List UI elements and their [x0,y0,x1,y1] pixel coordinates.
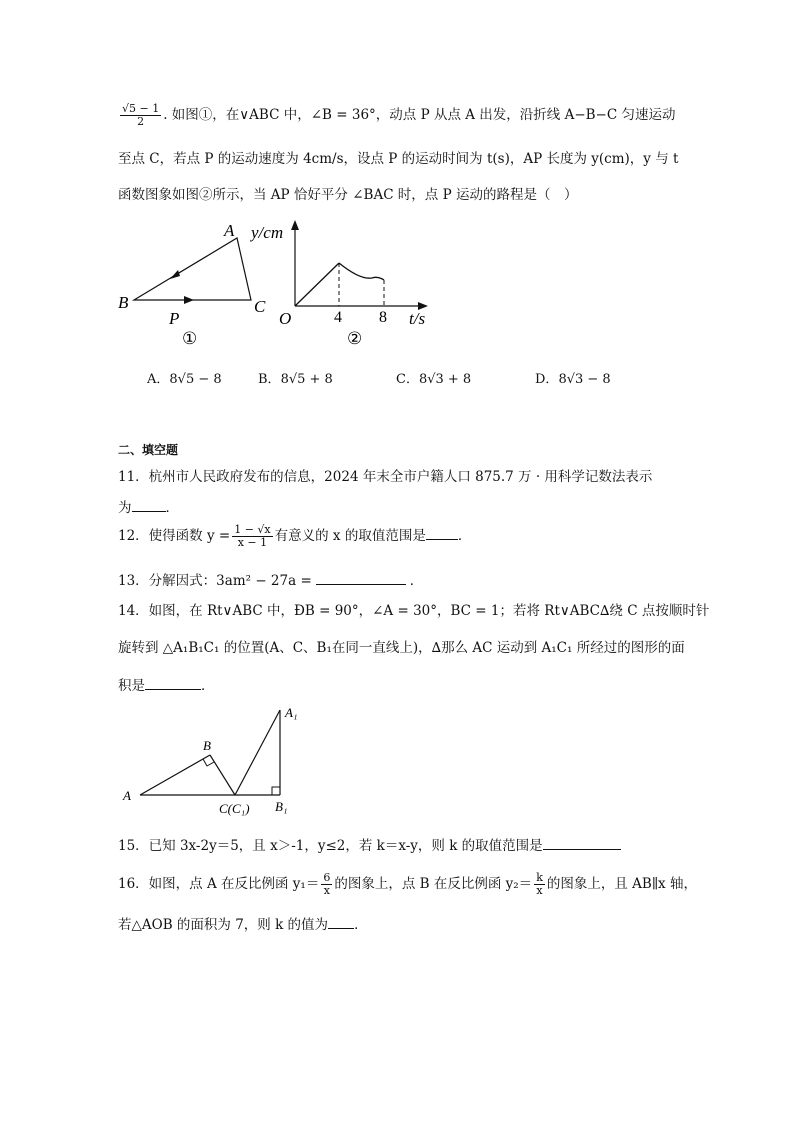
q10-frac-den: 2 [137,115,145,128]
label-a: A [224,221,235,240]
q16-line1 [118,872,697,897]
q14-suffix: ． [201,678,215,694]
option-d-text: 8√3 − 8 [558,372,611,387]
caption-2: ② [347,329,363,348]
q13-line [118,571,423,590]
q11-prefix: 为 [118,500,132,516]
q14-line2: 旋转到 △A₁B₁C₁ 的位置(A、C、B₁在同一直线上)，∆那么 AC 运动到 A₁C₁ 所经过的图形的面 [118,640,685,656]
option-c-text: 8√3 + 8 [418,372,472,387]
tick-label-8: 8 [379,309,387,326]
label-a1: A₁ [285,705,298,720]
q16-f2-num: k [536,871,543,884]
q10-frac-num: √5 − 1 [122,102,160,115]
q12-suffix: 有意义的 x 的取值范围是 [274,528,426,544]
right-angle-b [203,759,214,766]
q12-line [118,524,471,549]
q12-frac-num: 1 − √x [234,523,271,536]
q15-line [118,836,621,855]
q14-answer-blank[interactable] [145,676,201,690]
q10-fraction [120,103,161,128]
q16-part2: 的图象上，点 B 在反比例函 y₂＝ [334,876,533,892]
q11-suffix: ． [165,500,179,516]
q10-line1 [118,103,675,128]
q14-prefix: 积是 [118,678,145,694]
q16-line2-end: ． [354,917,368,933]
arrow-bc-head [184,296,194,304]
label-b: B [118,293,129,312]
q10-option-d [535,368,611,387]
x-axis-label: t/s [409,309,426,328]
side-bc [210,755,235,795]
y-axis-label: y/cm [251,223,284,242]
label-b1: B₁ [275,799,288,814]
label-b: B [203,738,211,753]
arrow-ab-head [170,270,180,279]
option-d-label: D． [535,372,559,387]
label-c: C [254,297,266,316]
q10-option-c [396,368,471,387]
q14-line3 [118,676,215,695]
q16-f1-num: 6 [323,871,331,884]
q16-line2-text: 若△AOB 的面积为 7，则 k 的值为 [118,917,329,933]
q10-line3: 函数图象如图②所示，当 AP 恰好平分 ∠BAC 时，点 P 运动的路程是（ ） [118,187,578,203]
label-p: P [169,309,180,328]
q10-line2: 至点 C，若点 P 的运动速度为 4cm/s，设点 P 的运动时间为 t(s)，AP 长度为 y(cm)，y 与 t [118,151,679,167]
q16-line2 [118,915,368,934]
side-ab [140,755,210,795]
q11-line1: 11．杭州市人民政府发布的信息，2024 年末全市户籍人口 875.7 万 · 用科学记数法表示 [118,469,653,485]
caption-1: ① [182,329,198,348]
q16-answer-blank[interactable] [328,915,354,929]
q13-answer-blank[interactable] [316,571,406,585]
right-angle-b1 [272,787,280,795]
graph-segment-linear [295,263,339,306]
q13-end: ． [409,573,424,589]
q16-part1: 16．如图，点 A 在反比例函 y₁＝ [118,876,320,892]
option-a-text: 8√5 − 8 [169,372,222,387]
q14-line1: 14．如图，在 Rt∨ABC 中，ÐB = 90°，∠A = 30°，BC = 1；若将 Rt∨ABC∆绕 C 点按顺时针 [118,603,710,619]
q12-fraction [232,524,272,549]
label-c-c1: C(C₁) [219,801,250,816]
q16-part3: 的图象上，且 AB∥x 轴， [546,876,697,892]
q12-answer-blank[interactable] [426,526,458,540]
q10-line1-text: . 如图①，在∨ABC 中，∠B = 36°，动点 P 从点 A 出发，沿折线 A−B−C 匀速运动 [163,107,676,123]
q14-figure [115,700,315,820]
y-axis-arrow [291,220,299,230]
q12-prefix: 12．使得函数 y = [118,528,231,544]
q11-line2 [118,498,179,517]
q15-text: 15．已知 3x-2y＝5，且 x＞-1，y≤2，若 k＝x-y，则 k 的取值范围是 [118,838,543,854]
side-c1a1 [235,710,280,795]
option-b-text: 8√5 + 8 [280,372,333,387]
option-b-label: B． [258,372,281,387]
q10-figure-2 [250,218,440,348]
option-c-label: C． [396,372,419,387]
graph-segment-curve [339,263,384,280]
tick-label-4: 4 [334,309,342,326]
q12-frac-den: x − 1 [237,536,268,549]
q13-prefix: 13．分解因式：3am² − 27a = [118,573,312,589]
q10-option-b [258,368,333,387]
triangle-abc [134,238,251,300]
q11-answer-blank[interactable] [132,498,166,512]
q16-f2-den: x [536,884,543,897]
q16-fraction-2 [534,872,545,897]
q15-answer-blank[interactable] [543,836,621,850]
q16-f1-den: x [323,884,330,897]
origin-label: O [279,309,292,328]
q10-option-a [147,368,222,387]
q16-fraction-1 [321,872,332,897]
section-title: 二、填空题 [118,443,179,457]
label-a: A [123,788,131,803]
q12-end: ． [457,528,472,544]
option-a-label: A． [147,372,170,387]
